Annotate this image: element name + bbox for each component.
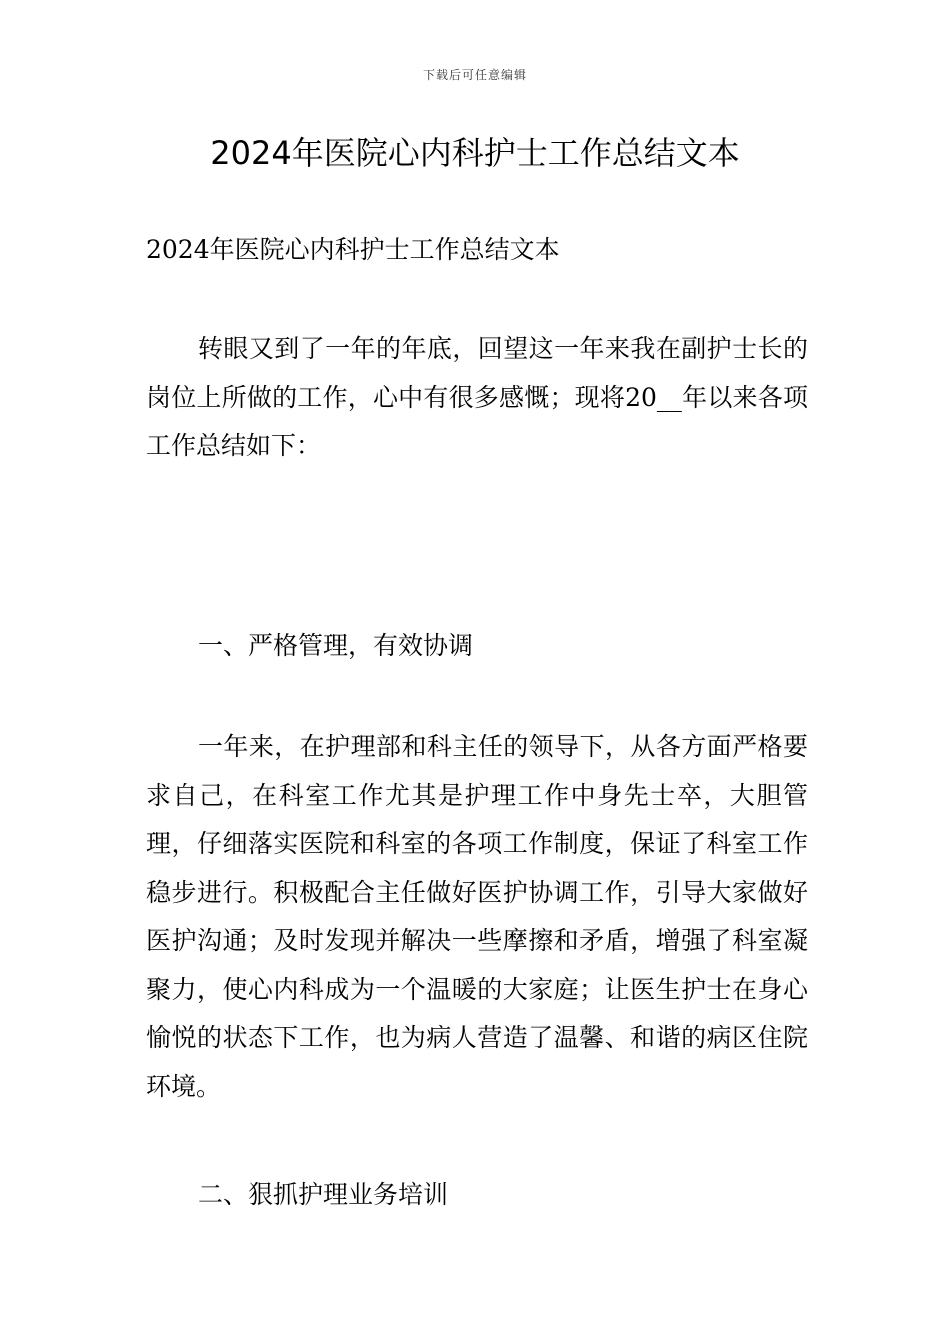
document-subtitle: 2024年医院心内科护士工作总结文本: [146, 235, 560, 264]
section-heading-2: 二、狠抓护理业务培训: [198, 1180, 449, 1209]
section-1-paragraph: 一年来，在护理部和科主任的领导下，从各方面严格要求自己，在科室工作尤其是护理工作中身先士卒，大胆管理，仔细落实医院和科室的各项工作制度，保证了科室工作稳步进行。积极配合主任做好医护协调工作，引导大家做好医护沟通；及时发现并解决一些摩擦和矛盾，增强了科室凝聚力，使心内科成为一个温暖的大家庭；让医生护士在身心愉悦的状态下工作，也为病人营造了温馨、和谐的病区住院环境。: [146, 732, 808, 1101]
document-title: 2024年医院心内科护士工作总结文本: [210, 134, 740, 172]
header-note: 下载后可任意编辑: [422, 68, 527, 82]
section-heading-1: 一、严格管理，有效协调: [198, 631, 474, 660]
intro-paragraph: 转眼又到了一年的年底，回望这一年来我在副护士长的岗位上所做的工作，心中有很多感慨；现将20__年以来各项工作总结如下：: [146, 334, 808, 460]
